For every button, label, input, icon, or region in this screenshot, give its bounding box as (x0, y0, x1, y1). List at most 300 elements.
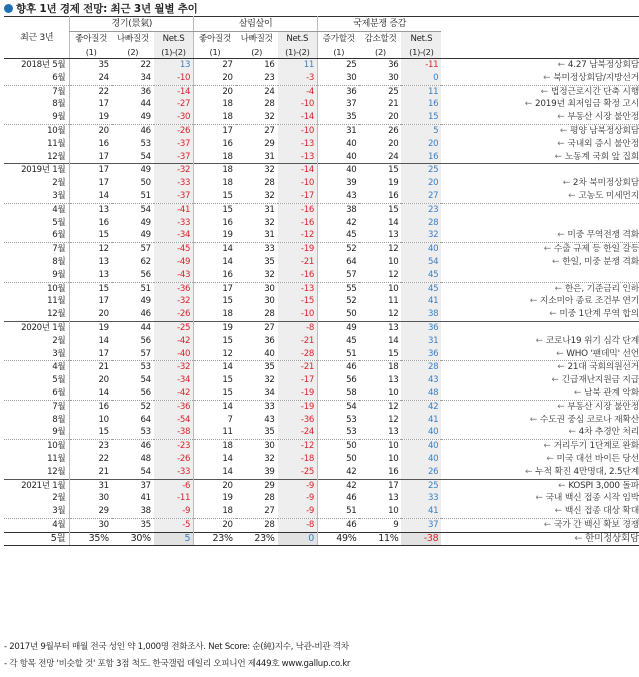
arrow-left-icon: ← (535, 335, 543, 346)
col-header: 나빠질것 (116, 34, 149, 44)
cell-household-net: -21 (278, 256, 318, 269)
table-row (4, 243, 639, 256)
annotation-text: 누적 확진 4만명대, 2.5단계 (535, 466, 639, 477)
cell-econ-net: 13 (154, 59, 194, 72)
cell-econ-net: -45 (154, 243, 194, 256)
cell-econ-better: 10 (70, 414, 112, 427)
cell-conflict-net: 36 (401, 321, 441, 334)
event-annotation (441, 532, 639, 546)
cell-household-worse: 28 (264, 493, 275, 504)
cell-household-worse: 31 (264, 151, 275, 162)
cell-household-worse: 30 (236, 282, 278, 295)
event-annotation (441, 151, 639, 164)
annotation-text: 부동산 시장 불안정 (567, 401, 639, 412)
cell-econ-worse: 48 (140, 453, 151, 464)
event-annotation (441, 440, 639, 453)
cell-household-better: 16 (194, 217, 236, 230)
row-date: 2020년 1월 (4, 321, 70, 334)
cell-econ-better: 22 (70, 85, 112, 98)
cell-household-net: -12 (278, 229, 318, 242)
cell-econ-better: 19 (70, 321, 112, 334)
cell-conflict-increase: 25 (318, 59, 360, 72)
cell-econ-worse: 53 (140, 138, 151, 149)
cell-conflict-decrease: 11 (388, 296, 399, 307)
table-row (4, 335, 639, 348)
cell-conflict-increase: 31 (318, 124, 360, 137)
cell-conflict-net: 11 (401, 85, 441, 98)
cell-household-better: 18 (194, 177, 236, 190)
annotation-text: 부동산 시장 불안정 (567, 112, 639, 123)
table-row (4, 282, 639, 295)
cell-household-worse: 16 (236, 59, 278, 72)
sub-header: (1) (194, 46, 236, 59)
cell-econ-net: -49 (154, 256, 194, 269)
table-row (4, 85, 639, 98)
cell-household-worse: 33 (236, 243, 278, 256)
group-header-economy: 경기(景氣) (70, 17, 194, 32)
row-date: 8월 (52, 414, 66, 425)
row-date: 2021년 1월 (4, 479, 70, 492)
cell-household-net: -24 (278, 426, 318, 439)
arrow-left-icon: ← (543, 441, 551, 452)
cell-conflict-decrease: 13 (388, 230, 399, 241)
cell-econ-better: 24 (70, 72, 112, 85)
row-date: 4월 (4, 203, 70, 216)
arrow-left-icon: ← (574, 532, 583, 544)
cell-conflict-net: 32 (401, 229, 441, 242)
footnotes (4, 639, 350, 673)
cell-econ-net: -30 (154, 111, 194, 124)
cell-econ-better: 14 (70, 335, 112, 348)
annotation-text: 법정근로시간 단축 시행 (550, 86, 639, 97)
cell-household-net: 0 (278, 532, 318, 546)
row-date: 2월 (52, 335, 66, 346)
cell-household-worse: 43 (264, 414, 275, 425)
period-header: 최근 3년 (4, 17, 70, 59)
row-date: 9월 (52, 112, 66, 123)
col-header: 좋아질것 (70, 32, 112, 47)
cell-household-net: -10 (278, 124, 318, 137)
event-annotation (441, 229, 639, 242)
cell-household-better: 7 (194, 414, 236, 427)
row-date: 11월 (47, 138, 66, 149)
cell-econ-better: 17 (70, 164, 112, 177)
cell-household-better: 16 (194, 269, 236, 282)
cell-econ-net: -10 (154, 72, 194, 85)
annotation-text: 미중 1단계 무역 합의 (559, 309, 639, 320)
cell-econ-worse: 53 (112, 361, 154, 374)
cell-econ-net: -5 (154, 518, 194, 532)
cell-conflict-net: 45 (401, 269, 441, 282)
annotation-text: 북미정상회담/지방선거 (553, 72, 639, 83)
table-row (4, 321, 639, 334)
row-date: 5월 (52, 375, 66, 386)
table-row (4, 505, 639, 518)
cell-conflict-decrease: 10 (388, 387, 399, 398)
cell-econ-better: 12 (70, 243, 112, 256)
cell-household-worse: 23% (236, 532, 278, 546)
cell-econ-net: -26 (154, 308, 194, 321)
event-annotation (441, 414, 639, 427)
cell-household-better: 17 (194, 124, 236, 137)
row-date: 5월 (52, 217, 66, 228)
cell-household-worse: 32 (264, 190, 275, 201)
row-date: 8월 (52, 99, 66, 110)
cell-household-better: 18 (194, 111, 236, 124)
cell-conflict-decrease: 24 (388, 151, 399, 162)
annotation-header (441, 17, 639, 59)
cell-household-better: 20 (194, 72, 236, 85)
cell-household-worse: 29 (264, 138, 275, 149)
arrow-left-icon: ← (557, 230, 565, 241)
event-annotation (441, 348, 639, 361)
cell-household-worse: 36 (264, 335, 275, 346)
cell-econ-net: 5 (154, 532, 194, 546)
event-annotation (441, 138, 639, 151)
cell-household-net: -9 (278, 505, 318, 518)
event-annotation (441, 72, 639, 85)
cell-conflict-net: 40 (401, 426, 441, 439)
cell-household-worse: 28 (264, 309, 275, 320)
cell-household-net: -16 (278, 203, 318, 216)
cell-econ-worse: 56 (140, 269, 151, 280)
cell-conflict-net: 54 (401, 256, 441, 269)
arrow-left-icon: ← (559, 125, 568, 136)
cell-household-worse: 32 (236, 164, 278, 177)
cell-conflict-net: 40 (401, 453, 441, 466)
table-row (4, 295, 639, 308)
cell-conflict-increase: 35 (318, 111, 360, 124)
sub-header: (1)-(2) (154, 46, 194, 59)
col-header: 나빠질것 (240, 34, 273, 44)
row-date: 9월 (52, 269, 66, 280)
cell-conflict-net: 20 (401, 177, 441, 190)
cell-conflict-net: 25 (401, 164, 441, 177)
cell-econ-better: 17 (70, 295, 112, 308)
annotation-text: 국가 간 백신 확보 경쟁 (553, 519, 639, 530)
cell-household-net: -28 (278, 348, 318, 361)
cell-conflict-increase: 50 (318, 308, 360, 321)
event-annotation (441, 203, 639, 216)
cell-econ-better: 20 (70, 374, 112, 387)
cell-household-worse: 27 (236, 321, 278, 334)
cell-conflict-decrease: 10 (359, 282, 401, 295)
col-header: Net.S (401, 32, 441, 47)
annotation-text: 고농도 미세먼지 (578, 190, 639, 201)
cell-econ-net: -54 (154, 414, 194, 427)
annotation-text: 한일, 미중 분쟁 격화 (562, 256, 639, 267)
cell-conflict-net: 41 (401, 414, 441, 427)
event-annotation (441, 361, 639, 374)
event-annotation (441, 282, 639, 295)
cell-household-better: 19 (194, 229, 236, 242)
cell-household-better: 12 (194, 348, 236, 361)
cell-conflict-net: 40 (401, 243, 441, 256)
cell-econ-better: 15 (70, 426, 112, 439)
cell-econ-better: 35 (70, 59, 112, 72)
table-row (4, 414, 639, 427)
arrow-left-icon: ← (568, 427, 576, 438)
cell-conflict-decrease: 19 (388, 178, 399, 189)
cell-household-worse: 23 (264, 72, 275, 83)
cell-conflict-decrease: 11% (359, 532, 401, 546)
cell-econ-better: 15 (70, 229, 112, 242)
cell-econ-better: 17 (70, 98, 112, 111)
cell-conflict-decrease: 10 (388, 506, 399, 517)
cell-econ-worse: 56 (140, 335, 151, 346)
cell-household-worse: 28 (264, 99, 275, 110)
event-annotation (441, 400, 639, 413)
cell-econ-worse: 35 (112, 518, 154, 532)
cell-household-better: 14 (194, 453, 236, 466)
col-header: Net.S (154, 32, 194, 47)
row-date: 11월 (47, 453, 66, 464)
cell-household-net: -9 (278, 479, 318, 492)
cell-econ-worse: 41 (140, 493, 151, 504)
annotation-text: 2차 북미정상회담 (572, 178, 639, 189)
sub-header: (1) (318, 46, 360, 59)
cell-econ-worse: 49 (140, 217, 151, 228)
cell-conflict-decrease: 20 (388, 112, 399, 123)
cell-household-worse: 40 (264, 348, 275, 359)
cell-econ-net: -42 (154, 387, 194, 400)
cell-conflict-net: 37 (401, 518, 441, 532)
cell-conflict-decrease: 13 (359, 321, 401, 334)
cell-conflict-decrease: 13 (388, 375, 399, 386)
table-row (4, 387, 639, 400)
event-annotation (441, 426, 639, 439)
cell-econ-better: 14 (70, 387, 112, 400)
cell-conflict-decrease: 12 (388, 414, 399, 425)
cell-household-worse: 28 (236, 518, 278, 532)
cell-conflict-decrease: 36 (359, 59, 401, 72)
cell-conflict-decrease: 13 (388, 427, 399, 438)
arrow-left-icon: ← (529, 414, 537, 425)
row-date: 9월 (52, 427, 66, 438)
cell-econ-net: -11 (154, 492, 194, 505)
cell-conflict-net: 0 (401, 72, 441, 85)
cell-conflict-net: -38 (401, 532, 441, 546)
cell-econ-worse: 56 (140, 387, 151, 398)
cell-household-worse: 29 (236, 479, 278, 492)
cell-conflict-increase: 49% (318, 532, 360, 546)
cell-econ-worse: 38 (140, 506, 151, 517)
annotation-text: 수출 규제 등 한일 갈등 (553, 244, 639, 255)
cell-conflict-decrease: 13 (388, 493, 399, 504)
table-row (4, 518, 639, 532)
arrow-left-icon: ← (535, 493, 543, 504)
cell-conflict-increase: 49 (318, 321, 360, 334)
annotation-text: 지소미아 종료 조건부 연기 (539, 296, 639, 307)
cell-conflict-decrease: 15 (388, 348, 399, 359)
cell-econ-net: -23 (154, 440, 194, 453)
cell-household-better: 18 (194, 308, 236, 321)
annotation-text: 긴급재난지원금 지급 (561, 375, 639, 386)
cell-econ-net: -33 (154, 177, 194, 190)
cell-econ-worse: 52 (112, 400, 154, 413)
table-row (4, 177, 639, 190)
event-annotation (441, 177, 639, 190)
cell-econ-better: 15 (70, 282, 112, 295)
table-row (4, 59, 639, 72)
cell-econ-worse: 51 (140, 190, 151, 201)
cell-household-net: -14 (278, 111, 318, 124)
cell-conflict-increase: 55 (318, 282, 360, 295)
row-date: 10월 (4, 282, 70, 295)
cell-conflict-increase: 42 (318, 479, 360, 492)
cell-household-better: 18 (194, 98, 236, 111)
cell-econ-better: 17 (70, 348, 112, 361)
cell-econ-net: -37 (154, 151, 194, 164)
cell-conflict-net: 27 (401, 190, 441, 203)
row-date: 2019년 1월 (4, 164, 70, 177)
cell-household-net: -17 (278, 190, 318, 203)
cell-conflict-decrease: 9 (359, 518, 401, 532)
cell-household-better: 16 (194, 138, 236, 151)
cell-econ-worse: 54 (140, 466, 151, 477)
cell-conflict-increase: 37 (318, 98, 360, 111)
annotation-text: 국내외 증시 불안정 (567, 138, 639, 149)
event-annotation (441, 111, 639, 124)
row-date: 12월 (47, 309, 66, 320)
cell-conflict-increase: 36 (318, 85, 360, 98)
cell-econ-worse: 22 (112, 59, 154, 72)
cell-econ-worse: 54 (140, 375, 151, 386)
cell-household-better: 18 (194, 164, 236, 177)
cell-household-net: -10 (278, 308, 318, 321)
cell-household-better: 15 (194, 387, 236, 400)
cell-econ-better: 13 (70, 256, 112, 269)
cell-household-net: -19 (278, 243, 318, 256)
cell-econ-worse: 49 (140, 112, 151, 123)
table-row (4, 479, 639, 492)
cell-econ-better: 21 (70, 361, 112, 374)
event-annotation (441, 164, 639, 177)
cell-household-worse: 34 (264, 387, 275, 398)
cell-conflict-increase: 51 (318, 505, 360, 518)
cell-conflict-increase: 40 (318, 151, 360, 164)
annotation-text: 국내 백신 접종 시작 임박 (545, 493, 639, 504)
row-date: 6월 (52, 387, 66, 398)
cell-conflict-decrease: 10 (359, 440, 401, 453)
cell-household-worse: 35 (236, 361, 278, 374)
cell-econ-worse: 50 (140, 178, 151, 189)
event-annotation (441, 295, 639, 308)
event-annotation (441, 59, 639, 72)
cell-conflict-decrease: 15 (359, 164, 401, 177)
cell-conflict-increase: 45 (318, 335, 360, 348)
table-row (4, 348, 639, 361)
cell-household-net: -9 (278, 492, 318, 505)
cell-household-better: 20 (194, 479, 236, 492)
cell-household-net: -19 (278, 400, 318, 413)
cell-econ-better: 20 (70, 124, 112, 137)
cell-conflict-increase: 45 (318, 229, 360, 242)
cell-econ-better: 30 (70, 492, 112, 505)
table-row (4, 256, 639, 269)
cell-household-worse: 32 (264, 112, 275, 123)
arrow-left-icon: ← (543, 244, 551, 255)
row-date: 2018년 5월 (4, 59, 70, 72)
annotation-text: 거리두기 1단계로 완화 (553, 441, 639, 452)
cell-conflict-net: 33 (401, 492, 441, 505)
event-annotation (441, 492, 639, 505)
cell-econ-net: -42 (154, 335, 194, 348)
cell-household-net: -4 (278, 85, 318, 98)
cell-conflict-net: 41 (401, 295, 441, 308)
cell-conflict-increase: 46 (318, 361, 360, 374)
cell-conflict-increase: 58 (318, 387, 360, 400)
cell-econ-better: 17 (70, 177, 112, 190)
annotation-text: 한미정상회담 (585, 532, 639, 544)
row-date: 5월 (4, 532, 70, 546)
cell-econ-better: 13 (70, 269, 112, 282)
cell-conflict-decrease: 15 (359, 203, 401, 216)
event-annotation (441, 243, 639, 256)
arrow-left-icon: ← (552, 256, 560, 267)
cell-conflict-increase: 52 (318, 295, 360, 308)
cell-econ-net: -33 (154, 217, 194, 230)
event-annotation (441, 505, 639, 518)
cell-econ-net: -40 (154, 348, 194, 361)
cell-econ-net: -27 (154, 98, 194, 111)
cell-econ-net: -33 (154, 466, 194, 479)
cell-conflict-increase: 56 (318, 374, 360, 387)
cell-conflict-net: 40 (401, 440, 441, 453)
sub-header: (1)-(2) (278, 46, 318, 59)
cell-econ-better: 19 (70, 111, 112, 124)
cell-conflict-increase: 30 (318, 72, 360, 85)
cell-conflict-decrease: 10 (388, 256, 399, 267)
arrow-left-icon: ← (540, 86, 548, 97)
cell-household-net: -8 (278, 321, 318, 334)
cell-conflict-decrease: 12 (388, 269, 399, 280)
annotation-text: 백신 접종 대상 확대 (564, 506, 639, 517)
cell-econ-better: 16 (70, 400, 112, 413)
cell-econ-net: -41 (154, 203, 194, 216)
cell-household-net: -8 (278, 518, 318, 532)
title-bullet-icon (4, 4, 13, 13)
cell-household-net: -19 (278, 387, 318, 400)
cell-econ-better: 13 (70, 203, 112, 216)
cell-household-better: 14 (194, 400, 236, 413)
event-annotation (441, 321, 639, 334)
cell-household-net: -10 (278, 177, 318, 190)
cell-econ-better: 30 (70, 518, 112, 532)
cell-household-net: -18 (278, 453, 318, 466)
annotation-text: 4차 추경안 처리 (578, 427, 639, 438)
cell-household-better: 17 (194, 282, 236, 295)
cell-household-better: 14 (194, 466, 236, 479)
arrow-left-icon: ← (557, 138, 565, 149)
cell-econ-net: -37 (154, 138, 194, 151)
annotation-text: WHO '팬데믹' 선언 (566, 348, 639, 359)
cell-econ-worse: 54 (140, 151, 151, 162)
cell-econ-worse: 37 (112, 479, 154, 492)
arrow-left-icon: ← (562, 178, 570, 189)
cell-econ-net: -26 (154, 453, 194, 466)
event-annotation (441, 374, 639, 387)
cell-conflict-net: 41 (401, 505, 441, 518)
event-annotation (441, 518, 639, 532)
table-row (4, 151, 639, 164)
cell-conflict-net: 25 (401, 479, 441, 492)
cell-household-better: 15 (194, 374, 236, 387)
cell-household-worse: 30 (236, 440, 278, 453)
annotation-text: 미국 대선 바이든 당선 (556, 453, 639, 464)
arrow-left-icon: ← (554, 151, 562, 162)
cell-econ-worse: 57 (112, 243, 154, 256)
